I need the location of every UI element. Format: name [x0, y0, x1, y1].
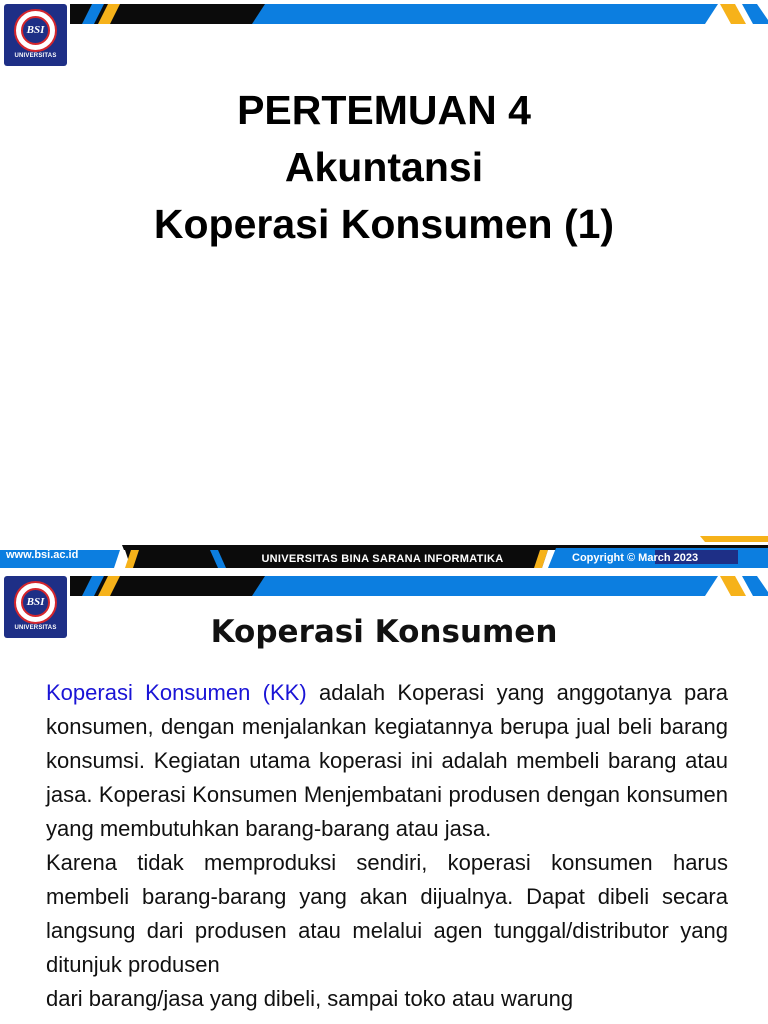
paragraph-1 [46, 676, 728, 846]
logo-mark: BSI [26, 596, 45, 608]
section-title: Koperasi Konsumen [210, 614, 558, 650]
paragraph-1-text: adalah Koperasi yang anggotanya para konsumen, dengan menjalankan kegiatannya berupa jual beli barang konsumsi. Kegiatan utama koperasi ini adalah membeli barang atau jasa. Koperasi Konsumen Menjembatani produsen dengan konsumen yang membutuhkan barang-barang atau jasa. [46, 680, 728, 841]
title-line-1: PERTEMUAN 4 [237, 87, 531, 133]
copyright-date: March 2023 [638, 552, 699, 564]
body-text [46, 676, 728, 1016]
copyright-label: Copyright © [572, 552, 636, 564]
content-slide [0, 572, 768, 1024]
logo-emblem [14, 9, 57, 52]
website-link[interactable]: www.bsi.ac.id [6, 549, 79, 561]
slide-title [0, 82, 768, 253]
paragraph-3: dari barang/jasa yang dibeli, sampai toko atau warung [46, 986, 574, 1011]
logo-caption: UNIVERSITAS [14, 625, 57, 631]
keyword: Koperasi Konsumen (KK) [46, 680, 307, 705]
copyright-text [572, 552, 698, 564]
title-line-3: Koperasi Konsumen (1) [153, 201, 615, 247]
bsi-logo [4, 4, 67, 66]
title-line-2: Akuntansi [284, 144, 484, 190]
university-name: UNIVERSITAS BINA SARANA INFORMATIKA [261, 553, 504, 565]
logo-mark: BSI [26, 24, 45, 36]
logo-caption: UNIVERSITAS [14, 53, 57, 59]
header-stripe [0, 0, 768, 28]
header-stripe [0, 572, 768, 600]
paragraph-2: Karena tidak memproduksi sendiri, koperasi konsumen harus membeli barang-barang yang akan dijualnya. Dapat dibeli secara langsung dari produsen atau melalui agen tunggal/distributor yang ditunjuk produsen [46, 850, 728, 977]
